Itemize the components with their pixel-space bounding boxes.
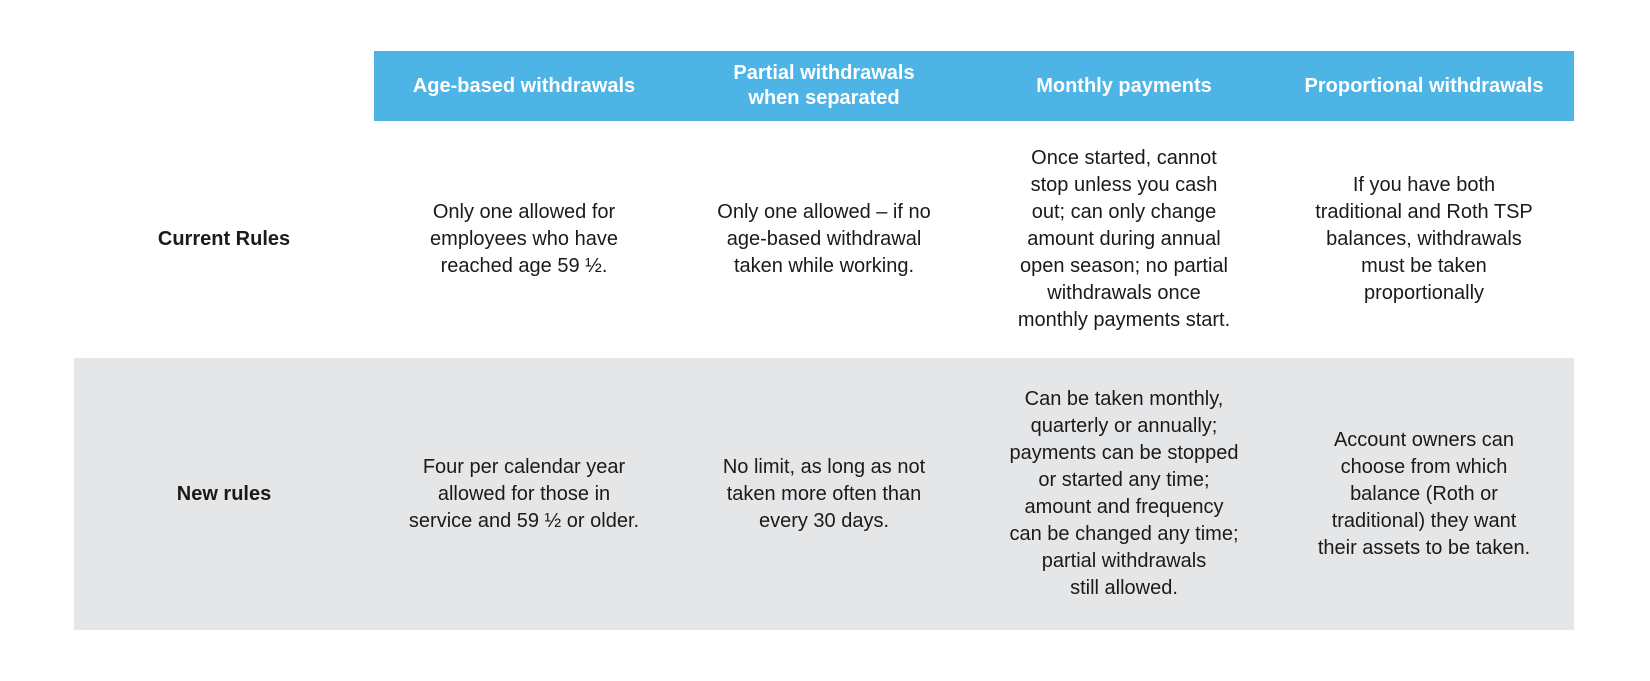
table-cell: If you have both traditional and Roth TSP balances, withdrawals must be taken proportionally: [1315, 174, 1533, 304]
row-label-new-rules: New rules: [176, 482, 272, 505]
table-cell: Can be taken monthly, quarterly or annually; payments can be stopped or started any time; amount and frequency can be changed any time; partial withdrawals still allowed.: [1009, 388, 1239, 599]
table-cell: Once started, cannot stop unless you cash out; can only change amount during annual open season; no partial withdrawals once monthly payments start.: [1017, 147, 1231, 331]
table-cell: Only one allowed – if no age-based withdrawal taken while working.: [717, 201, 931, 277]
column-header-partial: Partial withdrawals when separated: [733, 62, 915, 109]
column-header-age-based: Age-based withdrawals: [412, 74, 636, 97]
table-cell: Only one allowed for employees who have reached age 59 ½.: [430, 201, 618, 277]
column-header-monthly: Monthly payments: [1036, 74, 1212, 97]
row-label-current-rules: Current Rules: [157, 228, 291, 250]
table-cell: No limit, as long as not taken more often than every 30 days.: [722, 455, 926, 532]
table-cell: Four per calendar year allowed for those in service and 59 ½ or older.: [408, 455, 640, 532]
column-header-proportional: Proportional withdrawals: [1304, 74, 1544, 97]
table-cell: Account owners can choose from which balance (Roth or traditional) they want their assets to be taken.: [1317, 428, 1531, 559]
